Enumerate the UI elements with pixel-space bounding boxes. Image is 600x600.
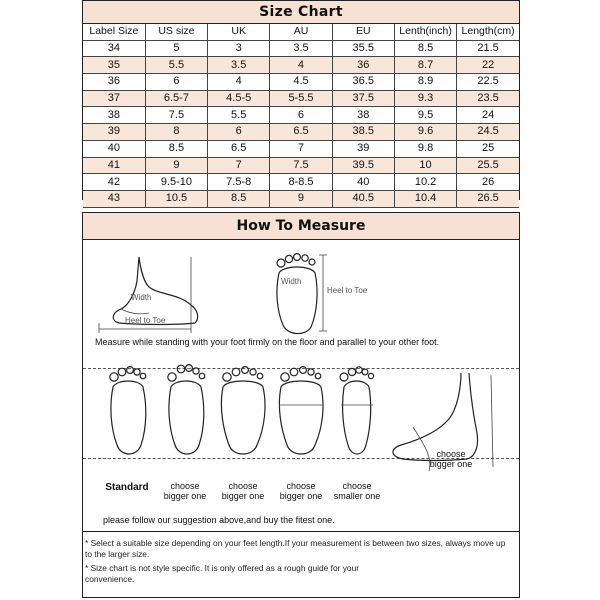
cell-length-cm: 22	[457, 57, 519, 74]
cell-uk: 5.5	[208, 107, 270, 124]
how-to-measure-title: How To Measure	[83, 213, 519, 240]
cell-length-inch: 9.5	[394, 107, 456, 124]
foot-caption-3-line2: bigger one	[221, 491, 265, 501]
table-row	[83, 57, 519, 74]
cell-uk: 7.5-8	[208, 174, 270, 191]
table-row	[83, 40, 519, 57]
cell-us-size: 9	[145, 157, 207, 174]
table-row	[83, 157, 519, 174]
cell-length-inch: 9.6	[394, 124, 456, 141]
table-row	[83, 124, 519, 141]
foot-caption-6-line1: choose	[436, 449, 466, 459]
foot-caption-5	[325, 481, 389, 501]
cell-eu: 39	[332, 140, 394, 157]
top-heel-to-toe-label: Heel to Toe	[327, 286, 368, 295]
cell-us-size: 6.5-7	[145, 90, 207, 107]
foot-outline-4-wide-arch	[277, 365, 325, 461]
foot-caption-4-line1: choose	[286, 481, 316, 491]
cell-us-size: 9.5-10	[145, 174, 207, 191]
cell-au: 6	[270, 107, 332, 124]
foot-caption-1	[97, 483, 157, 493]
foot-caption-2-line1: choose	[170, 481, 200, 491]
cell-label-size: 36	[83, 74, 145, 91]
table-row	[83, 90, 519, 107]
cell-us-size: 8.5	[145, 140, 207, 157]
foot-caption-2-line2: bigger one	[163, 491, 207, 501]
cell-label-size: 38	[83, 107, 145, 124]
table-row	[83, 140, 519, 157]
foot-outline-2-long-toe	[163, 365, 207, 461]
cell-label-size: 40	[83, 140, 145, 157]
side-width-label: Width	[131, 293, 152, 302]
header-label-size: Label Size	[83, 24, 145, 40]
foot-caption-3	[213, 481, 273, 501]
cell-us-size: 8	[145, 124, 207, 141]
cell-length-cm: 22.5	[457, 74, 519, 91]
cell-us-size: 6	[145, 74, 207, 91]
cell-eu: 36	[332, 57, 394, 74]
cell-length-inch: 10.4	[394, 190, 456, 207]
cell-au: 5-5.5	[270, 90, 332, 107]
foot-caption-5-line1: choose	[342, 481, 372, 491]
cell-length-inch: 10.2	[394, 174, 456, 191]
cell-us-size: 5.5	[145, 57, 207, 74]
header-au: AU	[270, 24, 332, 40]
cell-length-cm: 25	[457, 140, 519, 157]
foot-outline-3-wide	[219, 365, 267, 461]
header-us-size: US size	[145, 24, 207, 40]
cell-uk: 4.5-5	[208, 90, 270, 107]
cell-au: 6.5	[270, 124, 332, 141]
cell-au: 4.5	[270, 74, 332, 91]
foot-outline-5-narrow	[335, 365, 377, 461]
cell-length-inch: 8.7	[394, 57, 456, 74]
cell-length-inch: 9.3	[394, 90, 456, 107]
cell-eu: 35.5	[332, 40, 394, 57]
cell-eu: 38	[332, 107, 394, 124]
cell-label-size: 41	[83, 157, 145, 174]
side-heel-to-toe-label: Heel to Toe	[125, 316, 166, 325]
top-width-label: Width	[281, 277, 302, 286]
table-row	[83, 74, 519, 91]
cell-au: 7	[270, 140, 332, 157]
foot-caption-4	[271, 481, 331, 501]
cell-au: 3.5	[270, 40, 332, 57]
cell-length-cm: 26	[457, 174, 519, 191]
table-row	[83, 174, 519, 191]
note-1: * Select a suitable size depending on your feet length.If your measurement is between two sizes, always move up to the larger size.	[85, 538, 506, 559]
foot-caption-6-line2: bigger one	[429, 459, 473, 469]
cell-us-size: 5	[145, 40, 207, 57]
cell-length-cm: 25.5	[457, 157, 519, 174]
cell-label-size: 34	[83, 40, 145, 57]
size-table-body	[83, 40, 519, 207]
header-uk: UK	[208, 24, 270, 40]
suggestion-text: please follow our suggestion above,and buy the fitest one.	[103, 515, 335, 525]
size-chart	[82, 0, 520, 205]
cell-uk: 6.5	[208, 140, 270, 157]
cell-au: 9	[270, 190, 332, 207]
cell-eu: 36.5	[332, 74, 394, 91]
foot-caption-5-line2: smaller one	[333, 491, 381, 501]
cell-length-inch: 9.8	[394, 140, 456, 157]
header-eu: EU	[332, 24, 394, 40]
cell-label-size: 39	[83, 124, 145, 141]
header-length-inch: Lenth(inch)	[394, 24, 456, 40]
cell-eu: 40	[332, 174, 394, 191]
header-length-cm: Length(cm)	[457, 24, 519, 40]
cell-eu: 39.5	[332, 157, 394, 174]
cell-length-cm: 21.5	[457, 40, 519, 57]
cell-uk: 3.5	[208, 57, 270, 74]
foot-caption-3-line1: choose	[228, 481, 258, 491]
size-table	[83, 24, 519, 208]
cell-au: 7.5	[270, 157, 332, 174]
foot-caption-6	[421, 449, 481, 469]
cell-label-size: 37	[83, 90, 145, 107]
measure-instruction: Measure while standing with your foot firmly on the floor and parallel to your other foot.	[95, 337, 440, 347]
foot-caption-1-line1: Standard	[105, 482, 149, 493]
foot-caption-2	[155, 481, 215, 501]
cell-au: 4	[270, 57, 332, 74]
size-table-header-row	[83, 24, 519, 40]
table-row	[83, 107, 519, 124]
cell-length-cm: 24.5	[457, 124, 519, 141]
foot-caption-4-line2: bigger one	[279, 491, 323, 501]
table-row	[83, 190, 519, 207]
cell-length-inch: 8.5	[394, 40, 456, 57]
cell-uk: 8.5	[208, 190, 270, 207]
note-2: * Size chart is not style specific. It is only offered as a rough guide for your convenience.	[85, 563, 360, 584]
cell-uk: 3	[208, 40, 270, 57]
cell-length-inch: 8.9	[394, 74, 456, 91]
cell-uk: 7	[208, 157, 270, 174]
how-to-measure-panel	[82, 212, 520, 598]
notes-divider	[83, 531, 519, 532]
cell-length-cm: 26.5	[457, 190, 519, 207]
cell-length-inch: 10	[394, 157, 456, 174]
cell-length-cm: 24	[457, 107, 519, 124]
cell-length-cm: 23.5	[457, 90, 519, 107]
cell-au: 8-8.5	[270, 174, 332, 191]
cell-label-size: 42	[83, 174, 145, 191]
cell-uk: 4	[208, 74, 270, 91]
cell-eu: 37.5	[332, 90, 394, 107]
cell-eu: 40.5	[332, 190, 394, 207]
cell-eu: 38.5	[332, 124, 394, 141]
cell-us-size: 7.5	[145, 107, 207, 124]
cell-label-size: 43	[83, 190, 145, 207]
cell-uk: 6	[208, 124, 270, 141]
cell-us-size: 10.5	[145, 190, 207, 207]
foot-outline-1-standard	[105, 365, 149, 461]
top-view-foot-illustration	[269, 251, 329, 337]
size-chart-title: Size Chart	[83, 1, 519, 24]
cell-label-size: 35	[83, 57, 145, 74]
